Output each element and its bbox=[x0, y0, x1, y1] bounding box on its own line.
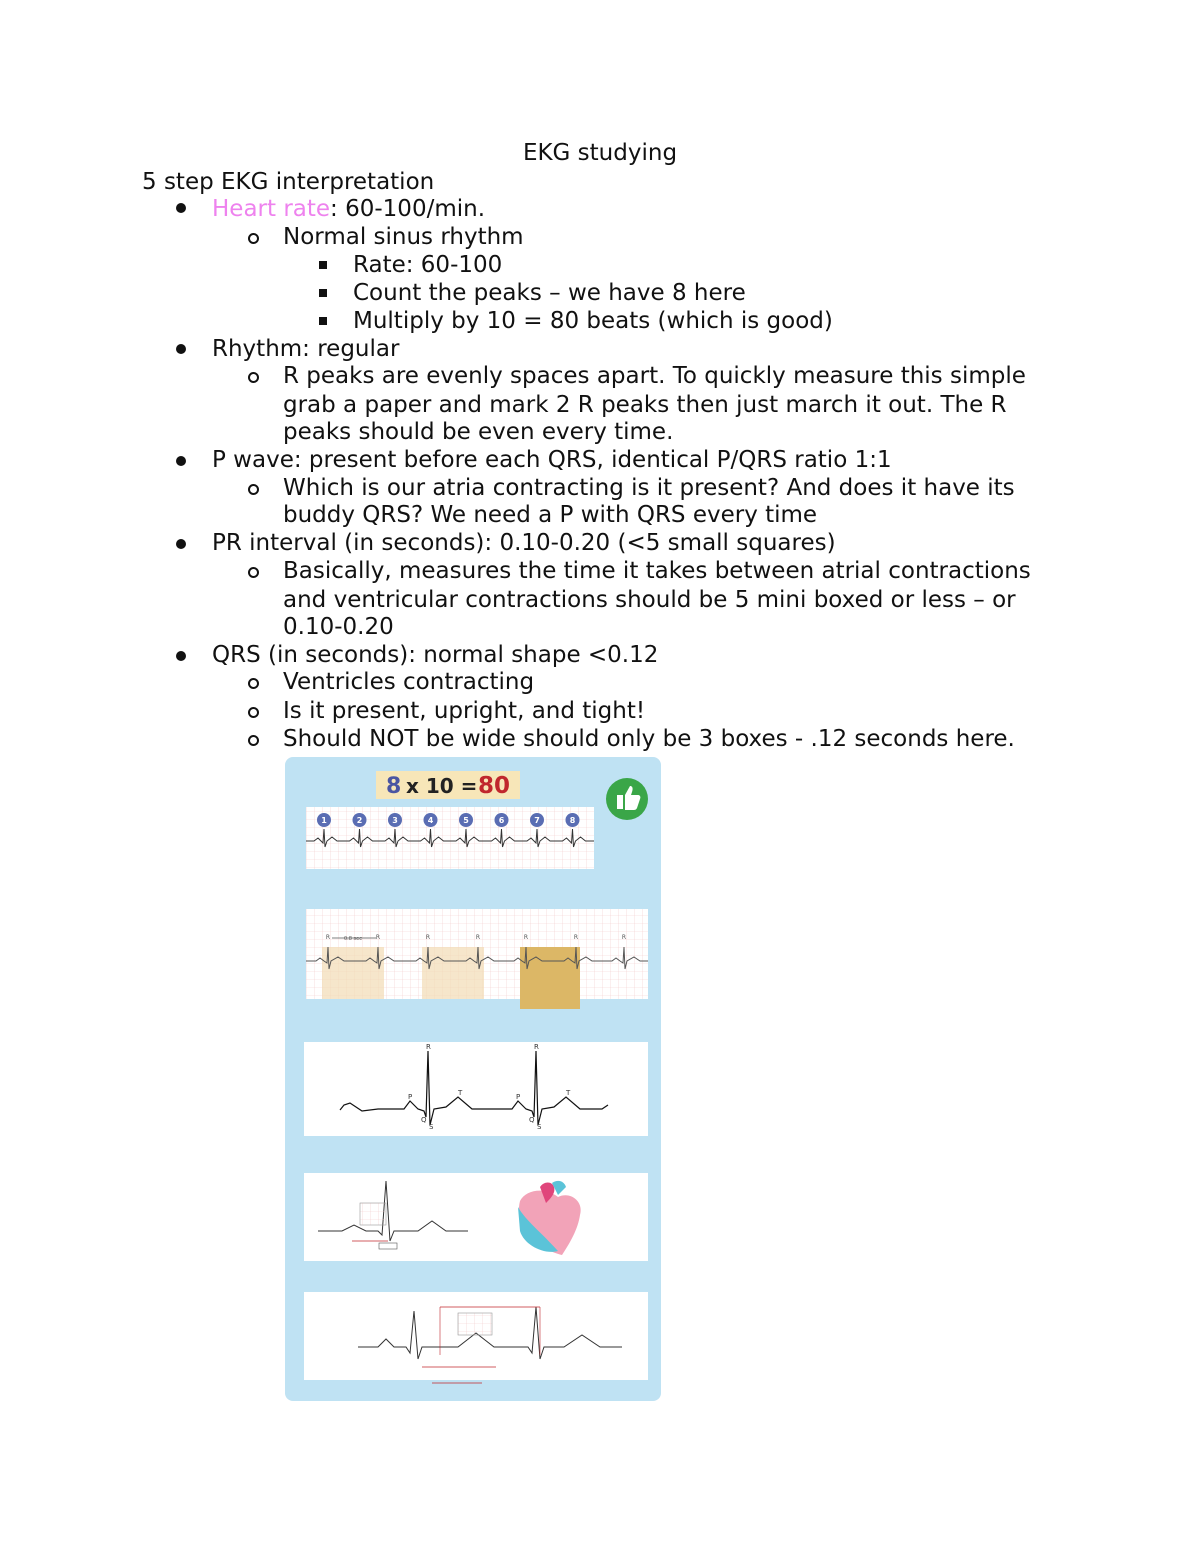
r-label: R bbox=[523, 934, 529, 941]
wave-label: S bbox=[537, 1123, 542, 1131]
count-item: Count the peaks – we have 8 here bbox=[353, 280, 746, 306]
r-label: R bbox=[621, 934, 627, 941]
pwave-item: P wave: present before each QRS, identical P/QRS ratio 1:1 bbox=[212, 447, 892, 473]
caliper-box-3 bbox=[520, 947, 580, 1009]
pr-item: PR interval (in seconds): 0.10-0.20 (<5 small squares) bbox=[212, 530, 836, 556]
multiply-item: Multiply by 10 = 80 beats (which is good) bbox=[353, 308, 833, 334]
square-bullet-icon bbox=[319, 261, 327, 269]
bullet-icon bbox=[176, 651, 186, 661]
qrs-sub-3: Should NOT be wide should only be 3 boxes - .12 seconds here. bbox=[283, 726, 1015, 752]
nsr-item: Normal sinus rhythm bbox=[283, 224, 524, 250]
circle-bullet-icon bbox=[248, 484, 259, 495]
wave-label: T bbox=[566, 1089, 571, 1097]
heart-rate-item bbox=[212, 195, 485, 223]
interval-label: 0.8 sec bbox=[344, 936, 362, 942]
caliper-box-2 bbox=[422, 947, 484, 999]
r-label: R bbox=[573, 934, 579, 941]
wave-label: Q bbox=[421, 1116, 427, 1124]
pqrst-panel bbox=[304, 1042, 648, 1136]
caliper-box-1 bbox=[322, 947, 384, 999]
wave-label: S bbox=[429, 1123, 434, 1131]
square-bullet-icon bbox=[319, 289, 327, 297]
pr-panel bbox=[304, 1173, 648, 1261]
intervals-grid bbox=[458, 1313, 492, 1335]
pr-text-3: 0.10-0.20 bbox=[283, 614, 394, 640]
pwave-text-1: Which is our atria contracting is it present? And does it have its bbox=[283, 475, 1015, 501]
circle-bullet-icon bbox=[248, 567, 259, 578]
pr-text-2: and ventricular contractions should be 5 mini boxed or less – or bbox=[283, 587, 1016, 613]
circle-bullet-icon bbox=[248, 735, 259, 746]
wave-label: Q bbox=[529, 1116, 535, 1124]
formula-result: 80 bbox=[478, 773, 511, 799]
section-heading: 5 step EKG interpretation bbox=[142, 169, 435, 195]
rhythm-text-3: peaks should be even every time. bbox=[283, 419, 674, 445]
heart-rate-label: Heart rate bbox=[212, 196, 331, 222]
r-label: R bbox=[375, 934, 381, 941]
peak-number: 5 bbox=[463, 816, 469, 825]
peak-number: 2 bbox=[356, 816, 363, 825]
peak-number: 7 bbox=[534, 816, 540, 825]
rate-item: Rate: 60-100 bbox=[353, 252, 503, 278]
qrs-sub-2: Is it present, upright, and tight! bbox=[283, 698, 646, 724]
formula-eight: 8 bbox=[386, 774, 402, 799]
pr-text-1: Basically, measures the time it takes between atrial contractions bbox=[283, 558, 1031, 584]
wave-label: R bbox=[534, 1043, 539, 1051]
peak-number: 1 bbox=[321, 816, 327, 825]
heart-rate-value: : 60-100/min. bbox=[330, 196, 486, 222]
qrs-sub-1: Ventricles contracting bbox=[283, 669, 535, 695]
peak-number: 6 bbox=[498, 816, 505, 825]
bullet-icon bbox=[176, 344, 186, 354]
bullet-icon bbox=[176, 456, 186, 466]
peak-number: 4 bbox=[427, 816, 434, 825]
rhythm-text-2: grab a paper and mark 2 R peaks then just march it out. The R bbox=[283, 392, 1007, 418]
peak-number: 3 bbox=[392, 816, 398, 825]
r-label: R bbox=[325, 934, 331, 941]
ekg-infographic bbox=[282, 755, 666, 1407]
bullet-icon bbox=[176, 203, 186, 213]
circle-bullet-icon bbox=[248, 372, 259, 383]
pr-grid bbox=[360, 1203, 386, 1225]
peak-number: 8 bbox=[569, 816, 576, 825]
wave-label: T bbox=[458, 1089, 463, 1097]
formula-times-ten: x 10 = bbox=[406, 774, 478, 798]
circle-bullet-icon bbox=[248, 233, 259, 244]
wave-label: P bbox=[408, 1093, 413, 1101]
pwave-text-2: buddy QRS? We need a P with QRS every time bbox=[283, 502, 818, 528]
document-title: EKG studying bbox=[522, 140, 678, 166]
r-label: R bbox=[425, 934, 431, 941]
circle-bullet-icon bbox=[248, 707, 259, 718]
rhythm-text-1: R peaks are evenly spaces apart. To quickly measure this simple bbox=[283, 363, 1026, 389]
circle-bullet-icon bbox=[248, 678, 259, 689]
bullet-icon bbox=[176, 539, 186, 549]
square-bullet-icon bbox=[319, 317, 327, 325]
wave-label: P bbox=[516, 1093, 521, 1101]
qrs-item: QRS (in seconds): normal shape <0.12 bbox=[212, 642, 659, 668]
r-label: R bbox=[475, 934, 481, 941]
wave-label: R bbox=[426, 1043, 431, 1051]
rhythm-item: Rhythm: regular bbox=[212, 336, 400, 362]
